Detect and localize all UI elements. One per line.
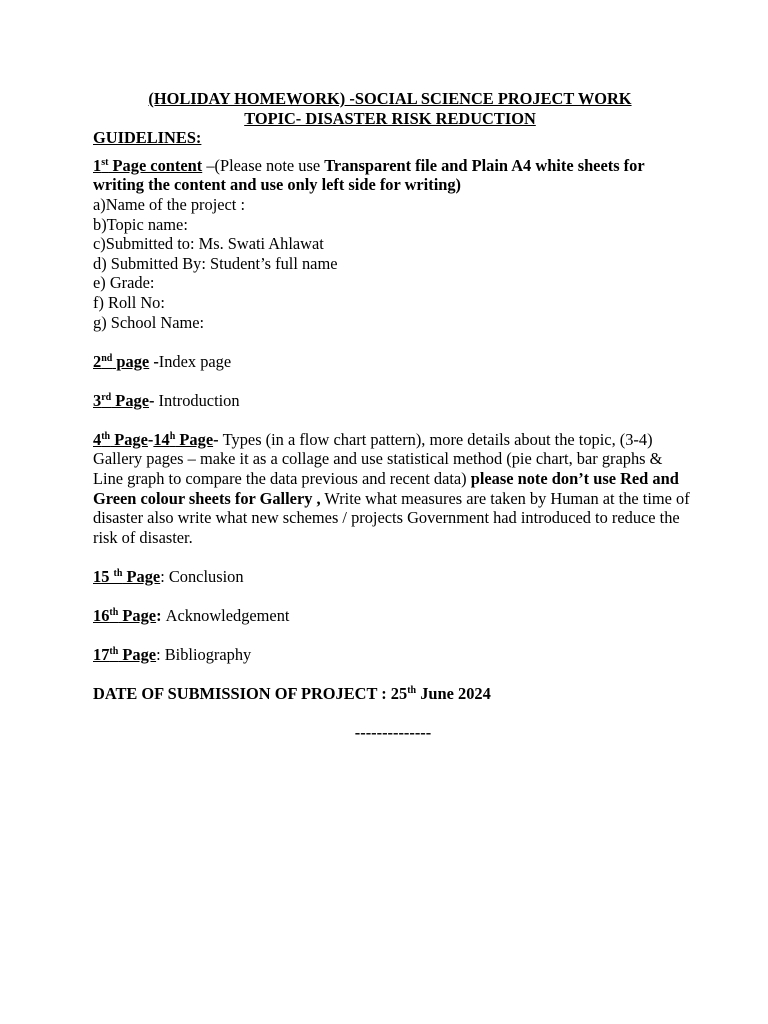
- page15-heading: 15 $^{th}$ Page: [93, 566, 161, 586]
- page4-text-1: Types (in a flow chart pattern), more details about the topic, (3-4) Gallery pages – make it as a collage and use statistical method (pie chart, bar graphs & Line graph to compare the data previous and recent data): [93, 429, 663, 488]
- page2-heading: 2nd page: [93, 351, 150, 371]
- page4-heading: 4th Page: [93, 429, 148, 449]
- page17-paragraph: 17th Page: Bibliography: [93, 645, 252, 665]
- page1-item: f) Roll No:: [93, 292, 165, 312]
- page16-heading: 16th Page: [93, 605, 157, 625]
- page3-heading: 3rd Page: [93, 390, 149, 410]
- page15-paragraph: 15 $^{th}$ Page: Conclusion: [93, 566, 244, 586]
- page3-paragraph: 3rd Page- Introduction: [93, 390, 240, 410]
- page1-item: a)Name of the project :: [93, 194, 245, 214]
- page3-text: Introduction: [158, 390, 240, 410]
- page1-item: g) School Name:: [93, 312, 205, 332]
- page2-text: Index page: [158, 351, 232, 371]
- page4-text-2: Write what measures are taken by Human at the time of disaster also write what new schemes / projects Government had introduced to reduce the risk of disaster.: [93, 488, 690, 547]
- page1-item: d) Submitted By: Student’s full name: [93, 253, 338, 273]
- page17-text: Bibliography: [164, 645, 252, 665]
- page17-heading: 17th Page: [93, 645, 157, 665]
- title-line-2: TOPIC- DISASTER RISK REDUCTION: [244, 108, 536, 128]
- page4-bold-note: please note don’t use Red and Green colour sheets for Gallery ,: [93, 469, 679, 508]
- page1-heading: 1st Page content: [93, 155, 203, 175]
- guidelines-heading: GUIDELINES:: [93, 128, 202, 148]
- submission-date: DATE OF SUBMISSION OF PROJECT : 25th June 2024: [93, 684, 491, 704]
- page1-bold-note: Transparent file and Plain A4 white sheets for writing the content and use only left side for writing): [93, 155, 645, 195]
- end-divider: --------------: [354, 723, 432, 743]
- page1-paragraph: [93, 156, 693, 195]
- page2-paragraph: 2nd page -Index page: [93, 351, 232, 371]
- title-line-1: (HOLIDAY HOMEWORK) -SOCIAL SCIENCE PROJECT WORK: [148, 89, 632, 108]
- page1-item: c)Submitted to: Ms. Swati Ahlawat: [93, 234, 324, 254]
- page16-text: Acknowledgement: [165, 605, 290, 625]
- page1-item: e) Grade:: [93, 273, 155, 293]
- page4-14-paragraph: 4th Page-14$^h$ Page- Types (in a flow chart pattern), more details about the topic, (3-4) Gallery pages – make it as a collage and use statistical method (pie chart, bar graphs & Line graph to compare the data previous and recent data) please note don’t use Red and Green colour sheets for Gallery , Write what measures are taken by Human at the time of disaster also write what new schemes / projects Government had introduced to reduce the risk of disaster.: [93, 429, 690, 547]
- document-page: [93, 89, 693, 743]
- page1-item: b)Topic name:: [93, 214, 188, 234]
- page16-paragraph: 16th Page: Acknowledgement: [93, 605, 290, 625]
- page1-dash: –(Please note use: [202, 155, 325, 175]
- page14-heading: 14$^h$ Page: [153, 429, 214, 449]
- page15-text: Conclusion: [168, 566, 244, 586]
